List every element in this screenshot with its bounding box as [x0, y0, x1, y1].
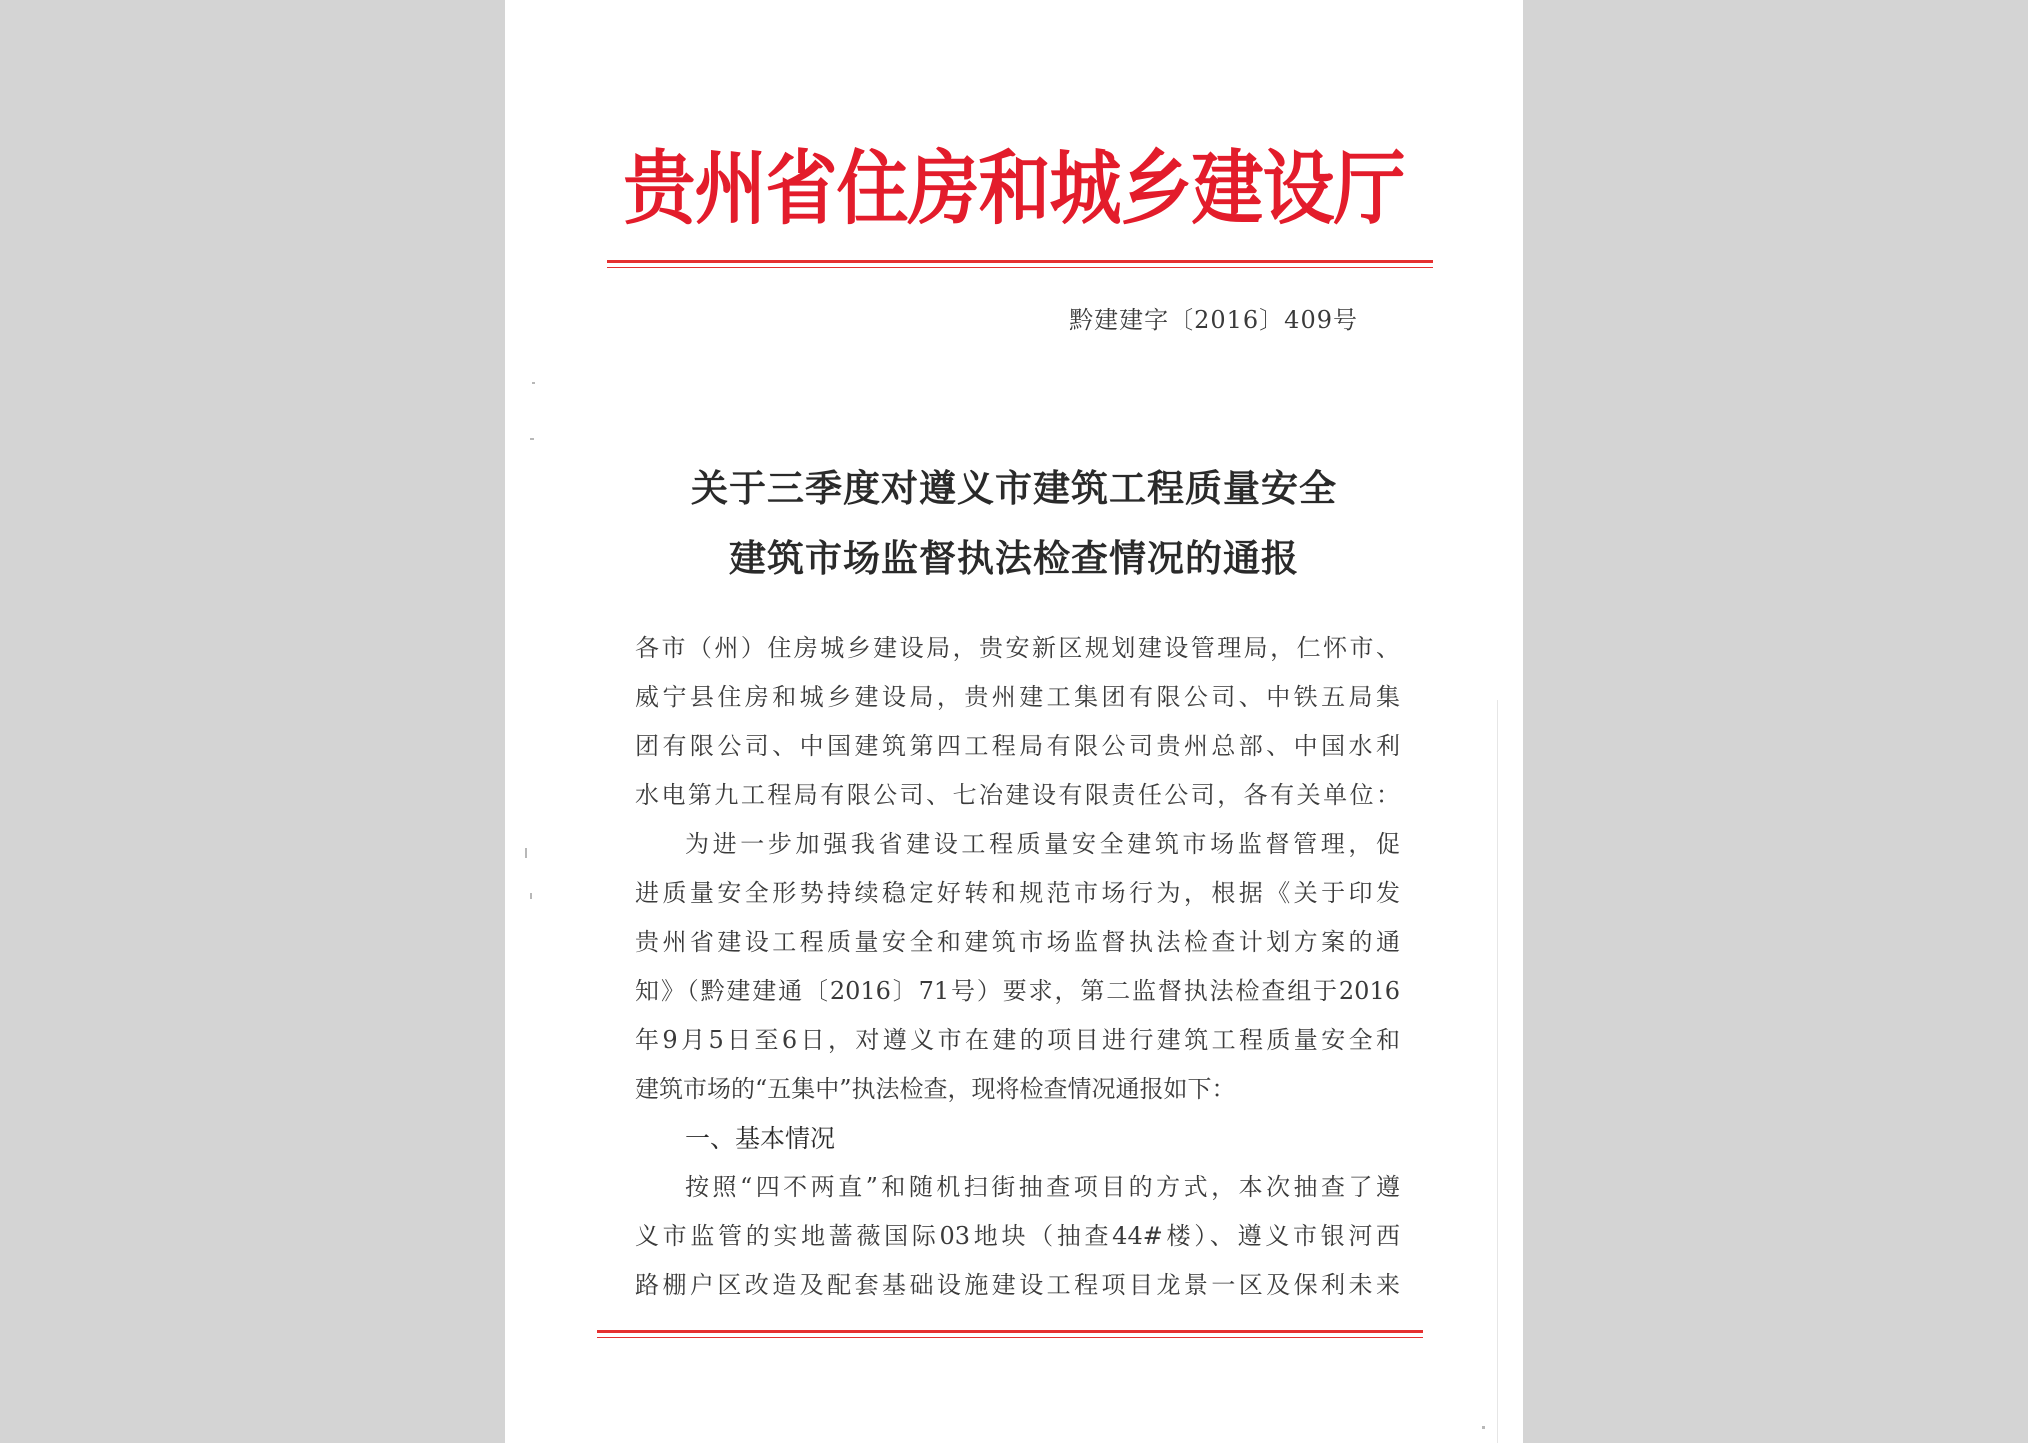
recipients-line: 威宁县住房和城乡建设局，贵州建工集团有限公司、中铁五局集 — [635, 683, 1400, 711]
scan-speck — [1482, 1426, 1485, 1429]
section1-line: 义市监管的实地蔷薇国际03地块（抽查44#楼）、遵义市银河西 — [635, 1222, 1400, 1250]
section1-paragraph — [635, 1163, 1400, 1310]
document-number: 黔建建字〔2016〕409号 — [1069, 306, 1358, 334]
intro-line: 进质量安全形势持续稳定好转和规范市场行为，根据《关于印发 — [635, 879, 1400, 907]
section-heading-basic-info: 一、基本情况 — [685, 1124, 836, 1153]
intro-line: 年9月5日至6日，对遵义市在建的项目进行建筑工程质量安全和 — [635, 1026, 1400, 1054]
header-red-rule — [607, 260, 1433, 263]
recipients-line: 各市（州）住房城乡建设局，贵安新区规划建设管理局，仁怀市、 — [635, 634, 1400, 662]
intro-line: 建筑市场的“五集中”执法检查，现将检查情况通报如下： — [635, 1075, 1236, 1103]
footer-red-rule — [597, 1330, 1423, 1333]
recipients-line: 水电第九工程局有限公司、七冶建设有限责任公司，各有关单位： — [635, 781, 1400, 809]
scan-speck — [530, 438, 534, 440]
recipients-paragraph — [635, 624, 1400, 820]
scan-speck — [530, 893, 532, 899]
document-title-line-1: 关于三季度对遵义市建筑工程质量安全 — [691, 466, 1337, 510]
issuer-header: 贵州省住房和城乡建设厅 — [623, 141, 1405, 236]
section1-line: 按照“四不两直”和随机扫街抽查项目的方式，本次抽查了遵 — [685, 1173, 1400, 1201]
intro-line: 贵州省建设工程质量安全和建筑市场监督执法检查计划方案的通 — [635, 928, 1400, 956]
intro-line: 知》（黔建建通〔2016〕71号）要求，第二监督执法检查组于2016 — [635, 977, 1400, 1005]
intro-paragraph — [635, 820, 1400, 1114]
document-title-line-2: 建筑市场监督执法检查情况的通报 — [729, 536, 1299, 580]
scan-speck — [525, 848, 527, 858]
section1-line: 路棚户区改造及配套基础设施建设工程项目龙景一区及保利未来 — [635, 1271, 1400, 1299]
scan-speck — [532, 382, 535, 384]
document-page — [505, 0, 1523, 1443]
document-body — [635, 624, 1400, 1310]
intro-line: 为进一步加强我省建设工程质量安全建筑市场监督管理，促 — [685, 830, 1400, 858]
scan-edge-line — [1497, 700, 1498, 1443]
recipients-line: 团有限公司、中国建筑第四工程局有限公司贵州总部、中国水利 — [635, 732, 1400, 760]
